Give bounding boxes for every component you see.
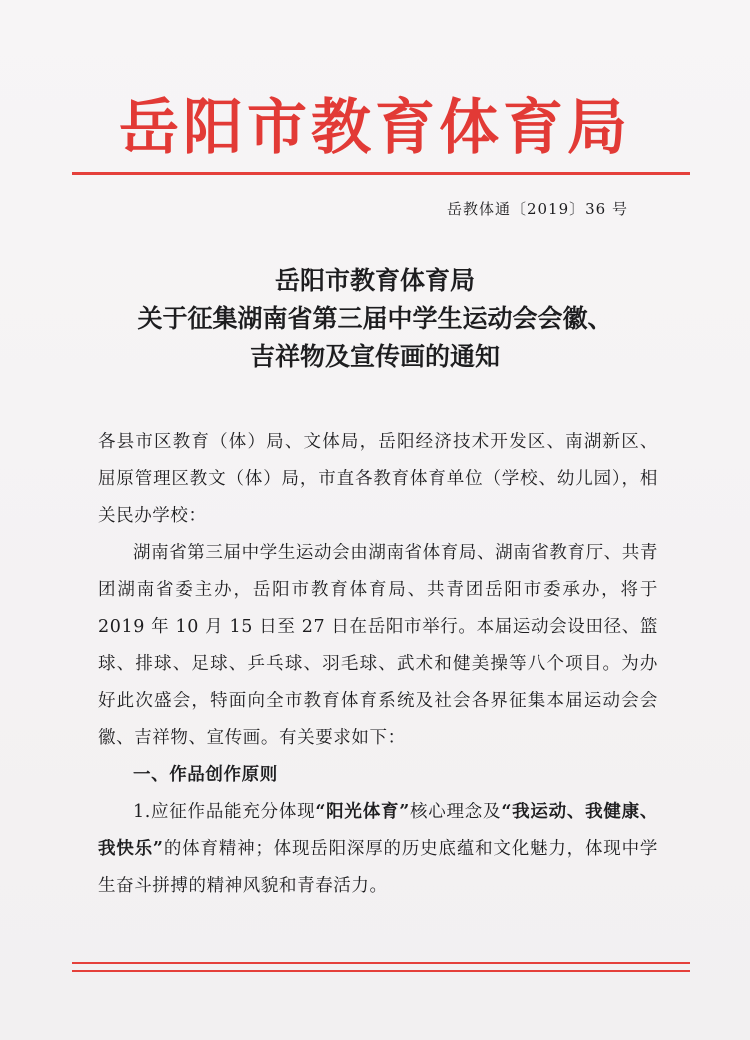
footer-red-rule-top xyxy=(72,962,690,964)
paragraph-intro: 湖南省第三届中学生运动会由湖南省体育局、湖南省教育厅、共青团湖南省委主办，岳阳市教育体育局、共青团岳阳市委承办，将于 2019 年 10 月 15 日至 27 日在岳阳市举行。本届运动会设田径、篮球、排球、足球、乒乓球、羽毛球、武术和健美操等八个项目。为办好此次盛会，特面向全市教育体育系统及社会各界征集本届运动会会徽、吉祥物、宣传画。有关要求如下： xyxy=(98,543,658,748)
item-1 xyxy=(98,794,658,905)
footer-red-rule-bottom xyxy=(72,970,690,972)
item-1-text-b: 核心理念及 xyxy=(409,802,502,822)
notice-body xyxy=(98,424,658,905)
item-1-emphasis-2: “我运动、我健康、我快乐” xyxy=(98,802,659,859)
addressee: 各县市区教育（体）局、文体局，岳阳经济技术开发区、南湖新区、屈原管理区教文（体）局，市直各教育体育单位（学校、幼儿园），相关民办学校： xyxy=(98,432,658,526)
item-1-text-c: 的体育精神；体现岳阳深厚的历史底蕴和文化魅力，体现中学生奋斗拼搏的精神风貌和青春活力。 xyxy=(98,839,659,896)
title-line-2: 关于征集湖南省第三届中学生运动会会徽、 xyxy=(137,304,613,333)
item-1-text-a: 1.应征作品能充分体现 xyxy=(133,802,316,822)
org-masthead: 岳阳市教育体育局 xyxy=(119,93,631,163)
title-line-3: 吉祥物及宣传画的通知 xyxy=(249,342,500,371)
section-heading-1: 一、作品创作原则 xyxy=(133,765,278,785)
masthead-red-rule xyxy=(72,172,690,175)
notice-title xyxy=(0,262,750,376)
title-line-1: 岳阳市教育体育局 xyxy=(274,266,475,295)
item-1-emphasis-1: “阳光体育” xyxy=(315,802,410,822)
document-number: 岳教体通〔2019〕36 号 xyxy=(446,200,628,218)
